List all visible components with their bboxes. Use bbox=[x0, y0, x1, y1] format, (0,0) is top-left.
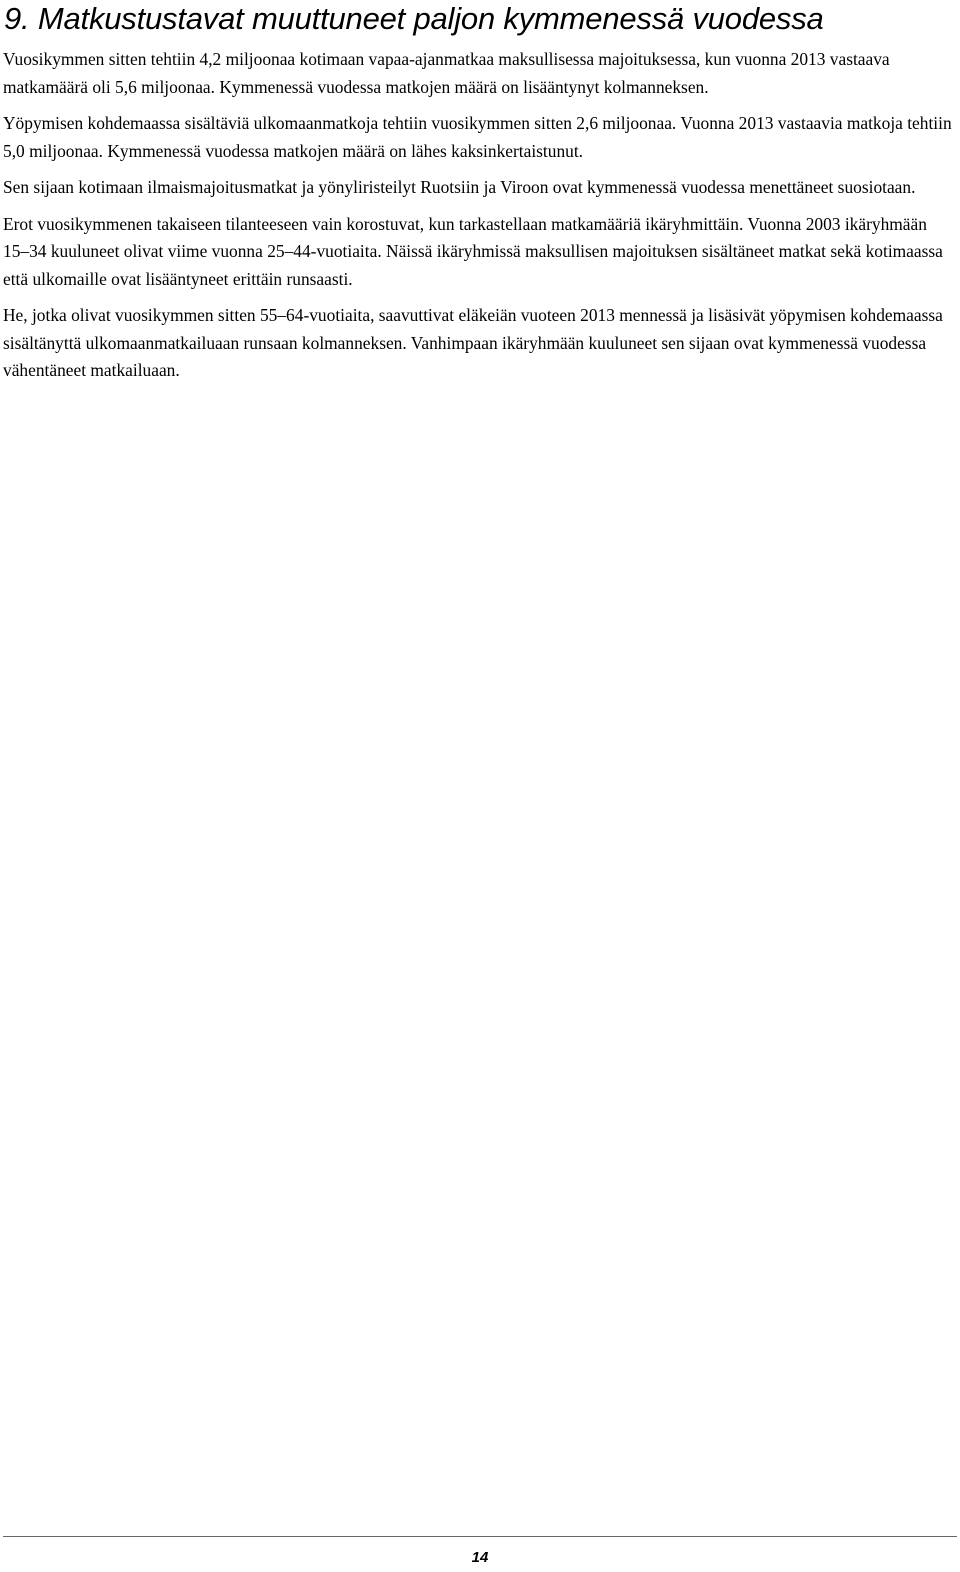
paragraph-4: Erot vuosikymmenen takaiseen tilanteeseen vain korostuvat, kun tarkastellaan matkamääriä ikäryhmittäin. Vuonna 2003 ikäryhmään 15–34 kuuluneet olivat viime vuonna 25–44-vuotiaita. Näissä ikäryhmissä maksullisen majoituksen sisältäneet matkat sekä kotimaassa että ulkomaille ovat lisääntyneet erittäin runsaasti. bbox=[3, 213, 943, 289]
page-number: 14 bbox=[471, 1549, 489, 1566]
paragraph-1: Vuosikymmen sitten tehtiin 4,2 miljoonaa kotimaan vapaa-ajanmatkaa maksullisessa majoituksessa, kun vuonna 2013 vastaava matkamäärä oli 5,6 miljoonaa. Kymmenessä vuodessa matkojen määrä on lisääntynyt kolmanneksen. bbox=[3, 49, 890, 97]
paragraph-2: Yöpymisen kohdemaassa sisältäviä ulkomaanmatkoja tehtiin vuosikymmen sitten 2,6 miljoonaa. Vuonna 2013 vastaavia matkoja tehtiin 5,0 miljoonaa. Kymmenessä vuodessa matkojen määrä on lähes kaksinkertaistunut. bbox=[3, 113, 952, 161]
footer-divider bbox=[3, 1536, 957, 1537]
body-text bbox=[3, 46, 955, 394]
paragraph-3: Sen sijaan kotimaan ilmaismajoitusmatkat ja yönyliristeilyt Ruotsiin ja Viroon ovat kymmenessä vuodessa menettäneet suosiotaan. bbox=[3, 177, 916, 197]
page-title: 9. Matkustustavat muuttuneet paljon kymmenessä vuodessa bbox=[4, 1, 824, 36]
paragraph-5: He, jotka olivat vuosikymmen sitten 55–64-vuotiaita, saavuttivat eläkeiän vuoteen 2013 mennessä ja lisäsivät yöpymisen kohdemaassa sisältänyttä ulkomaanmatkailuaan runsaan kolmanneksen. Vanhimpaan ikäryhmään kuuluneet sen sijaan ovat kymmenessä vuodessa vähentäneet matkailuaan. bbox=[3, 305, 943, 380]
